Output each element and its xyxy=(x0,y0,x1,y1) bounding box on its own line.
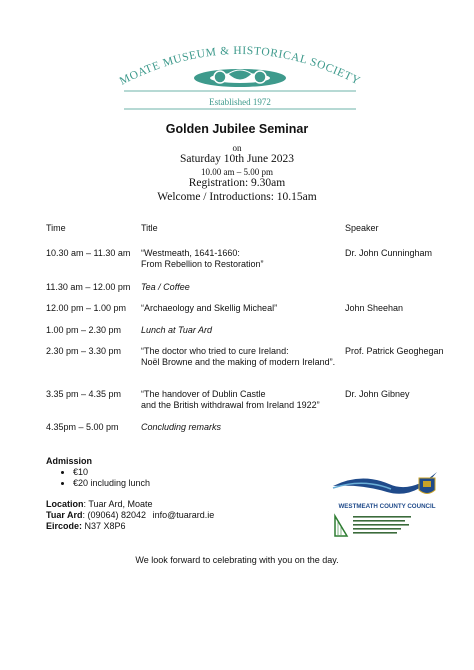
row-speaker: Dr. John Cunningham xyxy=(345,248,433,258)
row-speaker: John Sheehan xyxy=(345,303,404,313)
society-logo xyxy=(112,30,368,114)
row-title: “The handover of Dublin Castle and the British withdrawal from Ireland 1922” xyxy=(141,389,320,410)
schedule-row xyxy=(46,282,466,303)
time-header: Time xyxy=(46,223,66,233)
celtic-knot-emblem xyxy=(194,69,286,87)
speaker-header: Speaker xyxy=(345,223,379,233)
row-time: 10.30 am – 11.30 am xyxy=(46,248,131,258)
row-time: 1.00 pm – 2.30 pm xyxy=(46,325,122,335)
price-item: • €20 including lunch xyxy=(73,478,150,489)
harp-icon xyxy=(335,516,347,536)
council-crest-icon xyxy=(419,478,435,494)
row-title: Tea / Coffee xyxy=(141,282,190,292)
council-name: WESTMEATH COUNTY COUNCIL xyxy=(338,503,436,510)
contact-section xyxy=(46,499,214,532)
row-time: 11.30 am – 12.00 pm xyxy=(46,282,131,292)
schedule-row xyxy=(46,389,466,422)
schedule-row xyxy=(46,303,466,325)
schedule-table xyxy=(46,223,466,436)
department-text-lines xyxy=(353,516,411,534)
closing-message: We look forward to celebrating with you on the day. xyxy=(135,555,339,565)
registration-time: Registration: 9.30am xyxy=(188,177,286,189)
eircode-label: Eircode: xyxy=(46,521,83,531)
location-line xyxy=(46,499,214,510)
seminar-date: Saturday 10th June 2023 xyxy=(179,153,295,165)
seminar-title: Golden Jubilee Seminar xyxy=(165,122,309,136)
location-label: Location xyxy=(46,499,84,509)
row-time: 2.30 pm – 3.30 pm xyxy=(46,346,122,356)
row-speaker: Prof. Patrick Geoghegan xyxy=(345,346,444,356)
welcome-time: Welcome / Introductions: 10.15am xyxy=(157,191,317,203)
row-title: “The doctor who tried to cure Ireland: Noël Browne and the making of modern Ireland”. xyxy=(141,346,336,367)
council-logo xyxy=(331,464,443,540)
admission-heading: Admission xyxy=(46,456,93,466)
admission-section xyxy=(46,456,150,489)
email-link[interactable]: info@tuarard.ie xyxy=(152,510,215,520)
row-title: “Archaeology and Skellig Micheal” xyxy=(141,303,278,313)
phone-value: : (09064) 82042 xyxy=(82,510,147,520)
schedule-row xyxy=(46,325,466,346)
title-header: Title xyxy=(141,223,158,233)
price-item: • €10 xyxy=(73,467,150,478)
on-text: on xyxy=(232,143,242,153)
row-title: Concluding remarks xyxy=(141,422,222,432)
phone-label: Tuar Ard xyxy=(46,510,83,520)
eircode-value: N37 X8P6 xyxy=(82,521,126,531)
schedule-row xyxy=(46,346,466,389)
row-speaker: Dr. John Gibney xyxy=(345,389,410,399)
row-time: 4.35pm – 5.00 pm xyxy=(46,422,119,432)
location-value: : Tuar Ard, Moate xyxy=(83,499,153,509)
schedule-row xyxy=(46,422,466,436)
row-title: “Westmeath, 1641-1660: From Rebellion to Restoration” xyxy=(141,248,264,269)
schedule-row xyxy=(46,248,466,282)
price-list xyxy=(46,467,150,489)
society-name: MOATE MUSEUM & HISTORICAL SOCIETY xyxy=(117,44,363,88)
eircode-line xyxy=(46,521,214,532)
phone-line xyxy=(46,510,214,521)
seminar-hours: 10.00 am – 5.00 pm xyxy=(201,167,273,177)
row-time: 12.00 pm – 1.00 pm xyxy=(46,303,127,313)
schedule-header-row xyxy=(46,223,466,248)
row-title: Lunch at Tuar Ard xyxy=(141,325,213,335)
row-time: 3.35 pm – 4.35 pm xyxy=(46,389,122,399)
established-text: Established 1972 xyxy=(209,97,271,107)
